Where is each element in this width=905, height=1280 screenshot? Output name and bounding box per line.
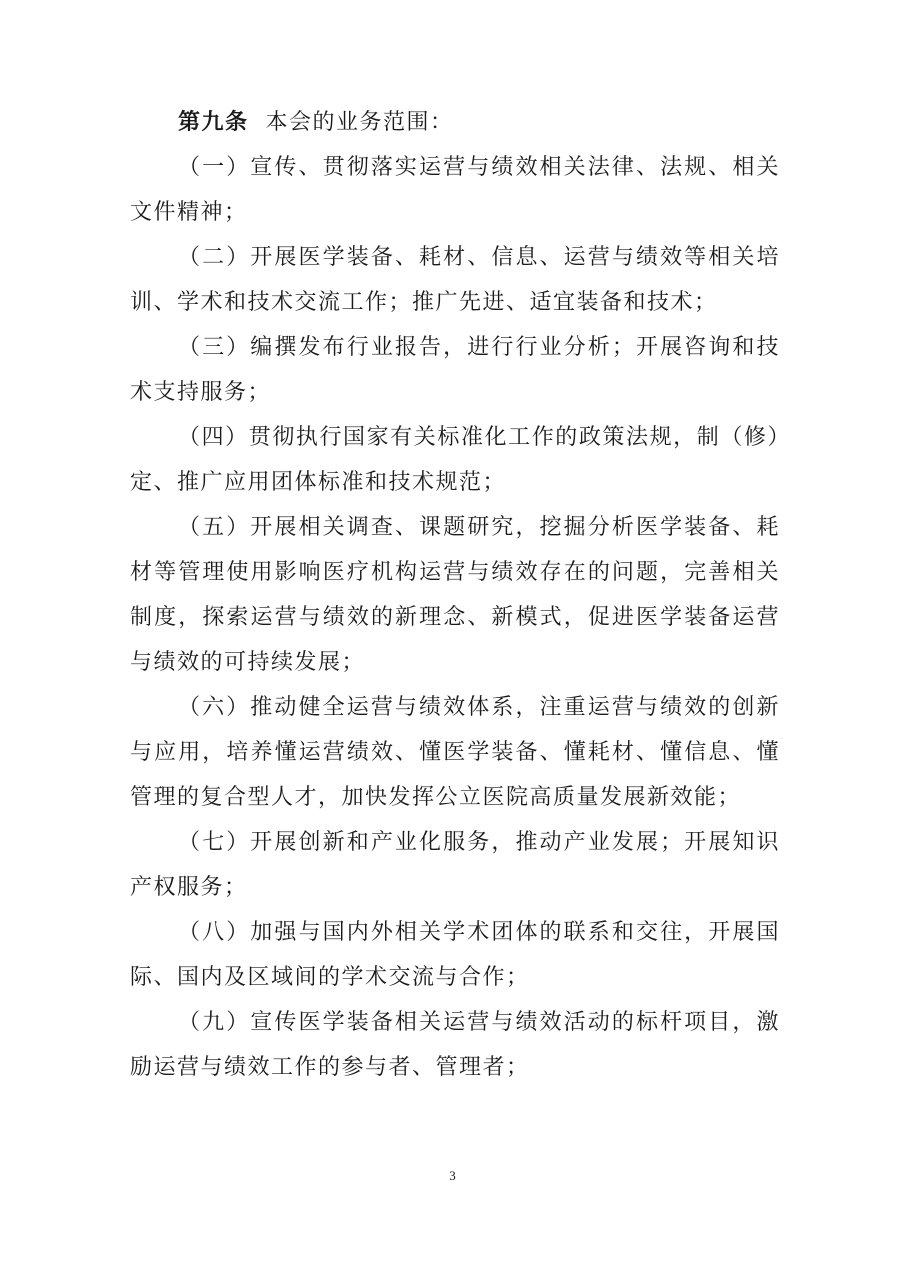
scope-item-3: （三）编撰发布行业报告，进行行业分析；开展咨询和技术支持服务； <box>130 335 780 405</box>
article-heading <box>130 100 780 145</box>
page-number: 3 <box>449 1168 456 1183</box>
scope-item-8: （八）加强与国内外相关学术团体的联系和交往，开展国际、国内及区域间的学术交流与合作； <box>130 920 780 990</box>
scope-item-6: （六）推动健全运营与绩效体系，注重运营与绩效的创新与应用，培养懂运营绩效、懂医学装备、懂耗材、懂信息、懂管理的复合型人才，加快发挥公立医院高质量发展新效能； <box>130 695 780 810</box>
scope-item-1: （一）宣传、贯彻落实运营与绩效相关法律、法规、相关文件精神； <box>130 155 780 225</box>
scope-item-2: （二）开展医学装备、耗材、信息、运营与绩效等相关培训、学术和技术交流工作；推广先进、适宜装备和技术； <box>130 245 780 315</box>
scope-item-5: （五）开展相关调查、课题研究，挖掘分析医学装备、耗材等管理使用影响医疗机构运营与绩效存在的问题，完善相关制度，探索运营与绩效的新理念、新模式，促进医学装备运营与绩效的可持续发展； <box>130 515 780 675</box>
article-intro: 本会的业务范围： <box>265 110 454 135</box>
scope-item-4: （四）贯彻执行国家有关标准化工作的政策法规，制（修）定、推广应用团体标准和技术规范； <box>130 425 780 495</box>
scope-item-9: （九）宣传医学装备相关运营与绩效活动的标杆项目，激励运营与绩效工作的参与者、管理者； <box>130 1010 780 1080</box>
scope-item-7: （七）开展创新和产业化服务，推动产业发展；开展知识产权服务； <box>130 830 780 900</box>
article-body <box>130 100 780 1090</box>
article-number: 第九条 <box>178 110 249 135</box>
